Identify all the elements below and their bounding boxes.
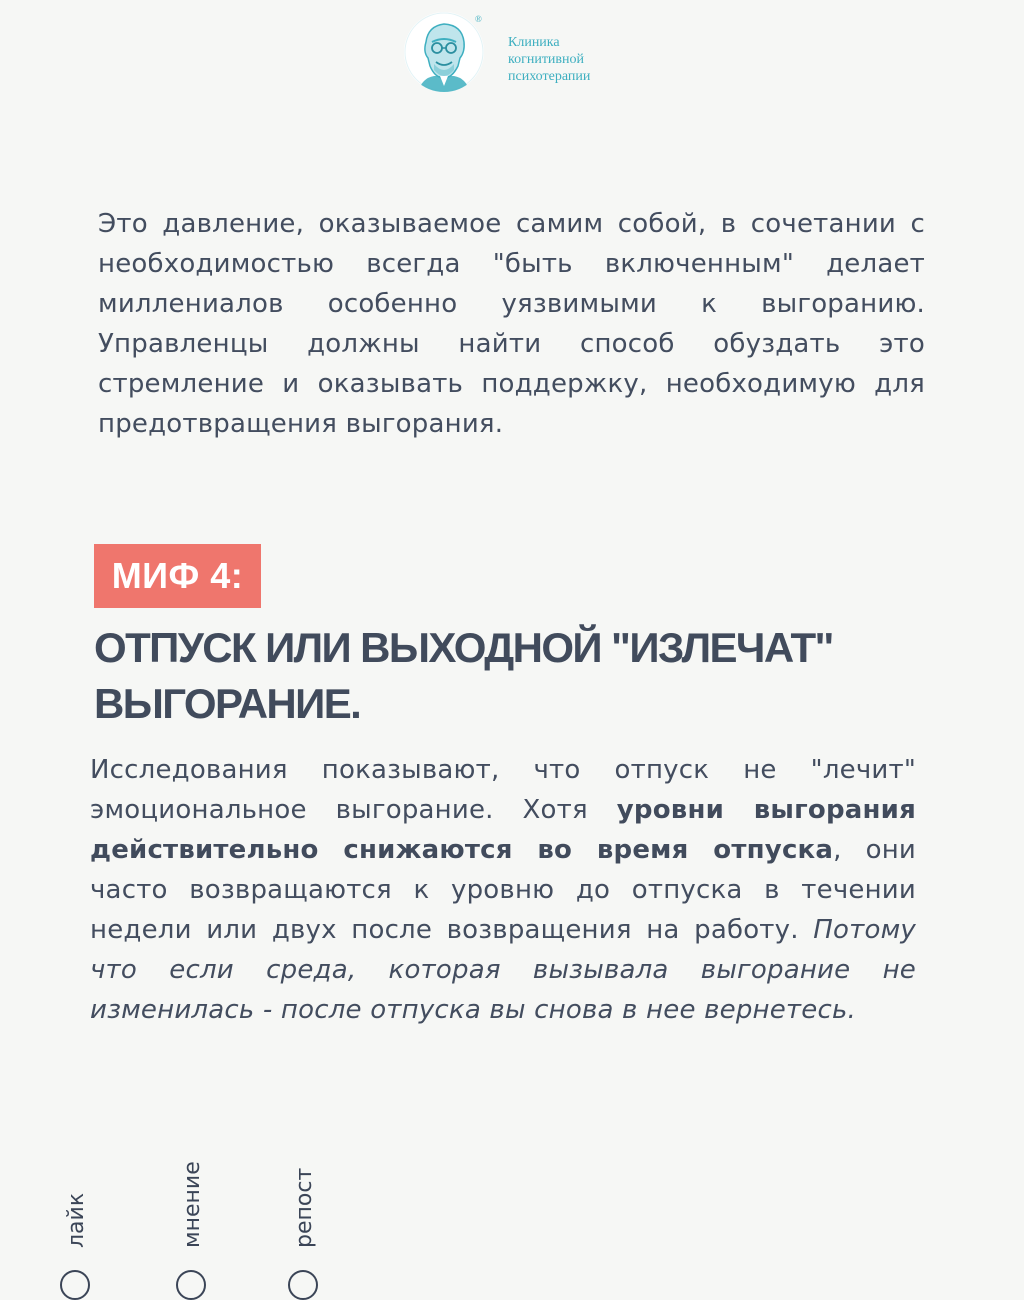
intro-paragraph: Это давление, оказываемое самим собой, в сочетании с необходимостью всегда "быть включенным" делает миллениалов особенно уязвимыми к выгоранию. Управленцы должны найти способ обуздать это стремление и оказывать поддержку, необходимую для предотвращения выгорания.	[98, 209, 925, 439]
repost-label: репост	[292, 1167, 317, 1248]
comment-action[interactable]	[174, 1140, 214, 1300]
myth-body-bold: уровни выгорания действительно снижаются во время отпуска	[90, 795, 916, 865]
comment-circle-icon[interactable]	[176, 1270, 206, 1300]
myth-body-paragraph	[90, 750, 916, 1030]
like-label: лайк	[64, 1192, 89, 1248]
like-circle-icon[interactable]	[60, 1270, 90, 1300]
myth-body-part-1: Исследования показывают, что отпуск не "лечит" эмоциональное выгорание. Хотя	[90, 755, 916, 825]
therapist-portrait-logo-icon	[404, 12, 484, 92]
myth-body-italic: Потому что если среда, которая вызывала выгорание не изменилась - после отпуска вы снова в нее вернетесь.	[90, 915, 916, 1025]
logo-line-2: когнитивной	[508, 52, 585, 67]
myth-title: ОТПУСК ИЛИ ВЫХОДНОЙ "ИЗЛЕЧАТ" ВЫГОРАНИЕ.	[94, 624, 833, 727]
repost-circle-icon[interactable]	[288, 1270, 318, 1300]
clinic-logo	[404, 12, 644, 96]
logo-text	[508, 34, 590, 85]
like-action[interactable]	[58, 1140, 98, 1300]
registered-mark: ®	[475, 14, 482, 24]
logo-line-3: психотерапии	[508, 69, 591, 84]
repost-action[interactable]	[286, 1140, 326, 1300]
comment-label: мнение	[180, 1161, 205, 1248]
myth-body-part-2: , они часто возвращаются к уровню до отпуска в течении недели или двух после возвращения на работу.	[90, 835, 917, 945]
myth-badge: МИФ 4:	[94, 544, 261, 608]
logo-line-1: Клиника	[508, 35, 560, 50]
